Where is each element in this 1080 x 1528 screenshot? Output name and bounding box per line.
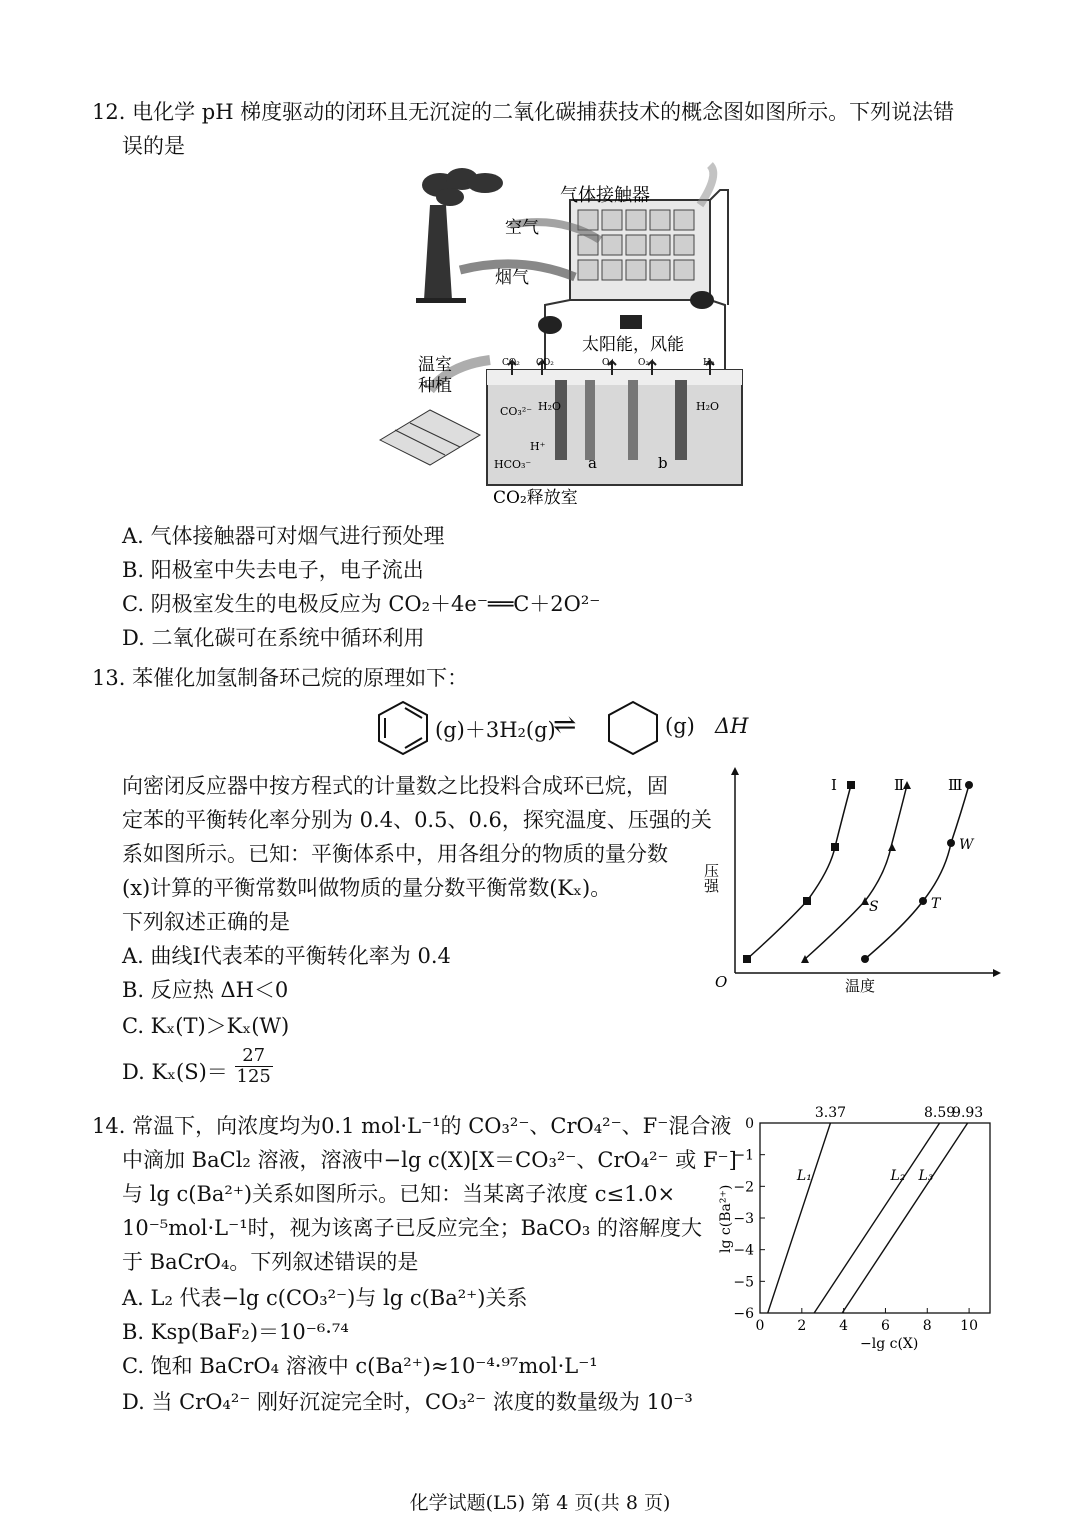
series-label-3: L₃ bbox=[918, 1168, 934, 1185]
q14-option-d: D. 当 CrO₄²⁻ 刚好沉淀完全时，CO₃²⁻ 浓度的数量级为 10⁻³ bbox=[122, 1390, 693, 1414]
series-line-2 bbox=[814, 1123, 939, 1313]
q13-option-a: A. 曲线Ⅰ代表苯的平衡转化率为 0.4 bbox=[122, 944, 451, 968]
q12-option-b: B. 阳极室中失去电子，电子流出 bbox=[122, 558, 424, 582]
x-tick-label: 6 bbox=[880, 1318, 890, 1334]
cyclohexane-icon bbox=[605, 698, 661, 758]
q14-body-4: 10⁻⁵mol·L⁻¹时，视为该离子已反应完全；BaCO₃ 的溶解度大 bbox=[122, 1216, 702, 1240]
mol-hco3: HCO₃⁻ bbox=[494, 458, 532, 471]
curve-3-point bbox=[965, 781, 973, 789]
page-footer: 化学试题(L5) 第 4 页(共 8 页) bbox=[409, 1492, 671, 1514]
q13-option-d bbox=[122, 1045, 273, 1087]
x-tick-label: 0 bbox=[755, 1318, 765, 1334]
curve-2 bbox=[805, 785, 907, 959]
x-tick-label: 8 bbox=[922, 1318, 932, 1334]
y-tick-label: −1 bbox=[733, 1147, 754, 1164]
q13-option-b: B. 反应热 ΔH＜0 bbox=[122, 978, 289, 1002]
greenhouse-icon bbox=[380, 410, 480, 465]
label-solar-wind: 太阳能，风能 bbox=[582, 335, 684, 355]
curve-3-point bbox=[861, 955, 869, 963]
curve-2-point bbox=[888, 843, 896, 851]
q14-body-2: 中滴加 BaCl₂ 溶液，溶液中−lg c(X)[X＝CO₃²⁻、CrO₄²⁻ 或 F⁻] bbox=[122, 1148, 737, 1172]
q14-ksp-chart bbox=[712, 1098, 1002, 1358]
top-value-label-3: 9.93 bbox=[952, 1105, 984, 1121]
x-axis-label: 温度 bbox=[845, 977, 876, 995]
label-greenhouse-2: 种植 bbox=[418, 376, 452, 396]
curve-1-point bbox=[831, 843, 839, 851]
curve-3-label: Ⅲ bbox=[948, 776, 963, 794]
label-greenhouse-1: 温室 bbox=[418, 355, 452, 375]
q12-stem-line2: 误的是 bbox=[122, 134, 185, 158]
x-tick-label: 4 bbox=[839, 1318, 849, 1334]
y-tick-label: −2 bbox=[733, 1179, 754, 1196]
y-tick-label: −3 bbox=[733, 1211, 754, 1227]
q14-option-a: A. L₂ 代表−lg c(CO₃²⁻)与 lg c(Ba²⁺)关系 bbox=[122, 1286, 528, 1310]
plot-frame bbox=[760, 1123, 990, 1313]
fraction-numerator: 27 bbox=[235, 1046, 273, 1067]
y-tick-label: −6 bbox=[733, 1306, 754, 1322]
co2-capture-diagram bbox=[370, 165, 770, 510]
q13-equation bbox=[375, 698, 795, 758]
mol-co2-1: CO₂ bbox=[502, 358, 520, 368]
mol-co2-2: CO₂ bbox=[536, 358, 554, 368]
series-line-1 bbox=[768, 1123, 831, 1313]
q12-option-c: C. 阴极室发生的电极反应为 CO₂＋4e⁻══C＋2O²⁻ bbox=[122, 592, 601, 616]
q13-body-2: 定苯的平衡转化率分别为 0.4、0.5、0.6，探究温度、压强的关 bbox=[122, 808, 712, 832]
q14-option-b: B. Ksp(BaF₂)＝10⁻⁶·⁷⁴ bbox=[122, 1320, 349, 1344]
q13-pressure-temperature-chart bbox=[702, 765, 1000, 1000]
mol-h2o-2: H₂O bbox=[696, 400, 720, 413]
x-axis-label: −lg c(X) bbox=[860, 1336, 919, 1352]
curve-3-point bbox=[919, 897, 927, 905]
y-tick-label: −4 bbox=[733, 1242, 754, 1259]
smoke-cloud bbox=[422, 168, 503, 206]
mol-o2-2: O₂ bbox=[638, 358, 649, 368]
q14-body-5: 于 BaCrO₄。下列叙述错误的是 bbox=[122, 1250, 419, 1274]
x-tick-label: 10 bbox=[960, 1318, 979, 1334]
curve-2-label: Ⅱ bbox=[894, 776, 905, 794]
label-release-room: CO₂释放室 bbox=[493, 488, 578, 508]
eq-dh: ΔH bbox=[715, 714, 749, 738]
pump-right bbox=[690, 291, 714, 309]
q13-body-3: 系如图所示。已知：平衡体系中，用各组分的物质的量分数 bbox=[122, 842, 668, 866]
label-chamber-b: b bbox=[658, 454, 668, 472]
q12-option-a: A. 气体接触器可对烟气进行预处理 bbox=[122, 524, 445, 548]
fraction bbox=[235, 1046, 273, 1087]
eq-left: (g)＋3H₂(g) bbox=[435, 718, 556, 742]
q13-body-4: (x)计算的平衡常数叫做物质的量分数平衡常数(Kₓ)。 bbox=[122, 876, 612, 900]
q14-body-3: 与 lg c(Ba²⁺)关系如图所示。已知：当某离子浓度 c≤1.0× bbox=[122, 1182, 676, 1206]
curve-1-point bbox=[803, 897, 811, 905]
curve-1-label: Ⅰ bbox=[831, 776, 837, 794]
point-s-label: S bbox=[869, 899, 879, 915]
label-air: 空气 bbox=[505, 218, 539, 238]
q12-stem-line1: 12. 电化学 pH 梯度驱动的闭环且无沉淀的二氧化碳捕获技术的概念图如图所示。下列说法错 bbox=[92, 100, 955, 124]
q13-option-c: C. Kₓ(T)＞Kₓ(W) bbox=[122, 1014, 290, 1038]
mol-o2: O₂ bbox=[602, 358, 613, 368]
top-value-label-2: 8.59 bbox=[924, 1105, 956, 1121]
series-line-3 bbox=[842, 1123, 967, 1313]
y-tick-label: 0 bbox=[745, 1116, 754, 1132]
y-axis-label: lg c(Ba²⁺) bbox=[718, 1184, 734, 1253]
label-flue-gas: 烟气 bbox=[495, 268, 529, 288]
label-chamber-a: a bbox=[588, 454, 597, 472]
mol-h: H⁺ bbox=[530, 440, 546, 453]
curve-3 bbox=[865, 785, 969, 959]
q13-body-1: 向密闭反应器中按方程式的计量数之比投料合成环已烷，固 bbox=[122, 774, 668, 798]
point-w-label: W bbox=[959, 837, 974, 853]
y-tick-label: −5 bbox=[733, 1274, 754, 1291]
series-label-1: L₁ bbox=[796, 1168, 812, 1185]
solar-panel-icon bbox=[620, 315, 642, 329]
q12-option-d: D. 二氧化碳可在系统中循环利用 bbox=[122, 626, 425, 650]
q14-option-c: C. 饱和 BaCrO₄ 溶液中 c(Ba²⁺)≈10⁻⁴·⁹⁷mol·L⁻¹ bbox=[122, 1354, 598, 1378]
curve-3-point bbox=[947, 839, 955, 847]
curve-1 bbox=[747, 785, 851, 959]
pump-left bbox=[538, 316, 562, 334]
top-value-label-1: 3.37 bbox=[814, 1105, 847, 1121]
y-axis-label: 压强 bbox=[702, 863, 720, 893]
q14-body-1: 14. 常温下，向浓度均为0.1 mol·L⁻¹的 CO₃²⁻、CrO₄²⁻、F⁻混合液 bbox=[92, 1114, 732, 1138]
x-tick-label: 2 bbox=[797, 1318, 807, 1334]
curve-1-point bbox=[847, 781, 855, 789]
origin-label: O bbox=[715, 973, 728, 991]
benzene-icon bbox=[375, 698, 431, 758]
mol-co3: CO₃²⁻ bbox=[500, 405, 533, 418]
mol-h2: H₂ bbox=[703, 358, 715, 368]
fraction-denominator: 125 bbox=[236, 1066, 271, 1087]
eq-arrow: ⇌ bbox=[553, 708, 577, 741]
eq-right: (g) bbox=[665, 714, 695, 738]
chimney bbox=[424, 205, 452, 300]
q13-body-5: 下列叙述正确的是 bbox=[122, 910, 290, 934]
point-t-label: T bbox=[931, 896, 941, 912]
q13-stem: 13. 苯催化加氢制备环己烷的原理如下： bbox=[92, 666, 469, 690]
label-gas-contactor: 气体接触器 bbox=[560, 185, 650, 206]
series-label-2: L₂ bbox=[890, 1168, 906, 1185]
curve-1-point bbox=[743, 955, 751, 963]
mol-h2o: H₂O bbox=[538, 400, 562, 413]
q13-option-d-prefix: D. Kₓ(S)＝ bbox=[122, 1060, 228, 1084]
